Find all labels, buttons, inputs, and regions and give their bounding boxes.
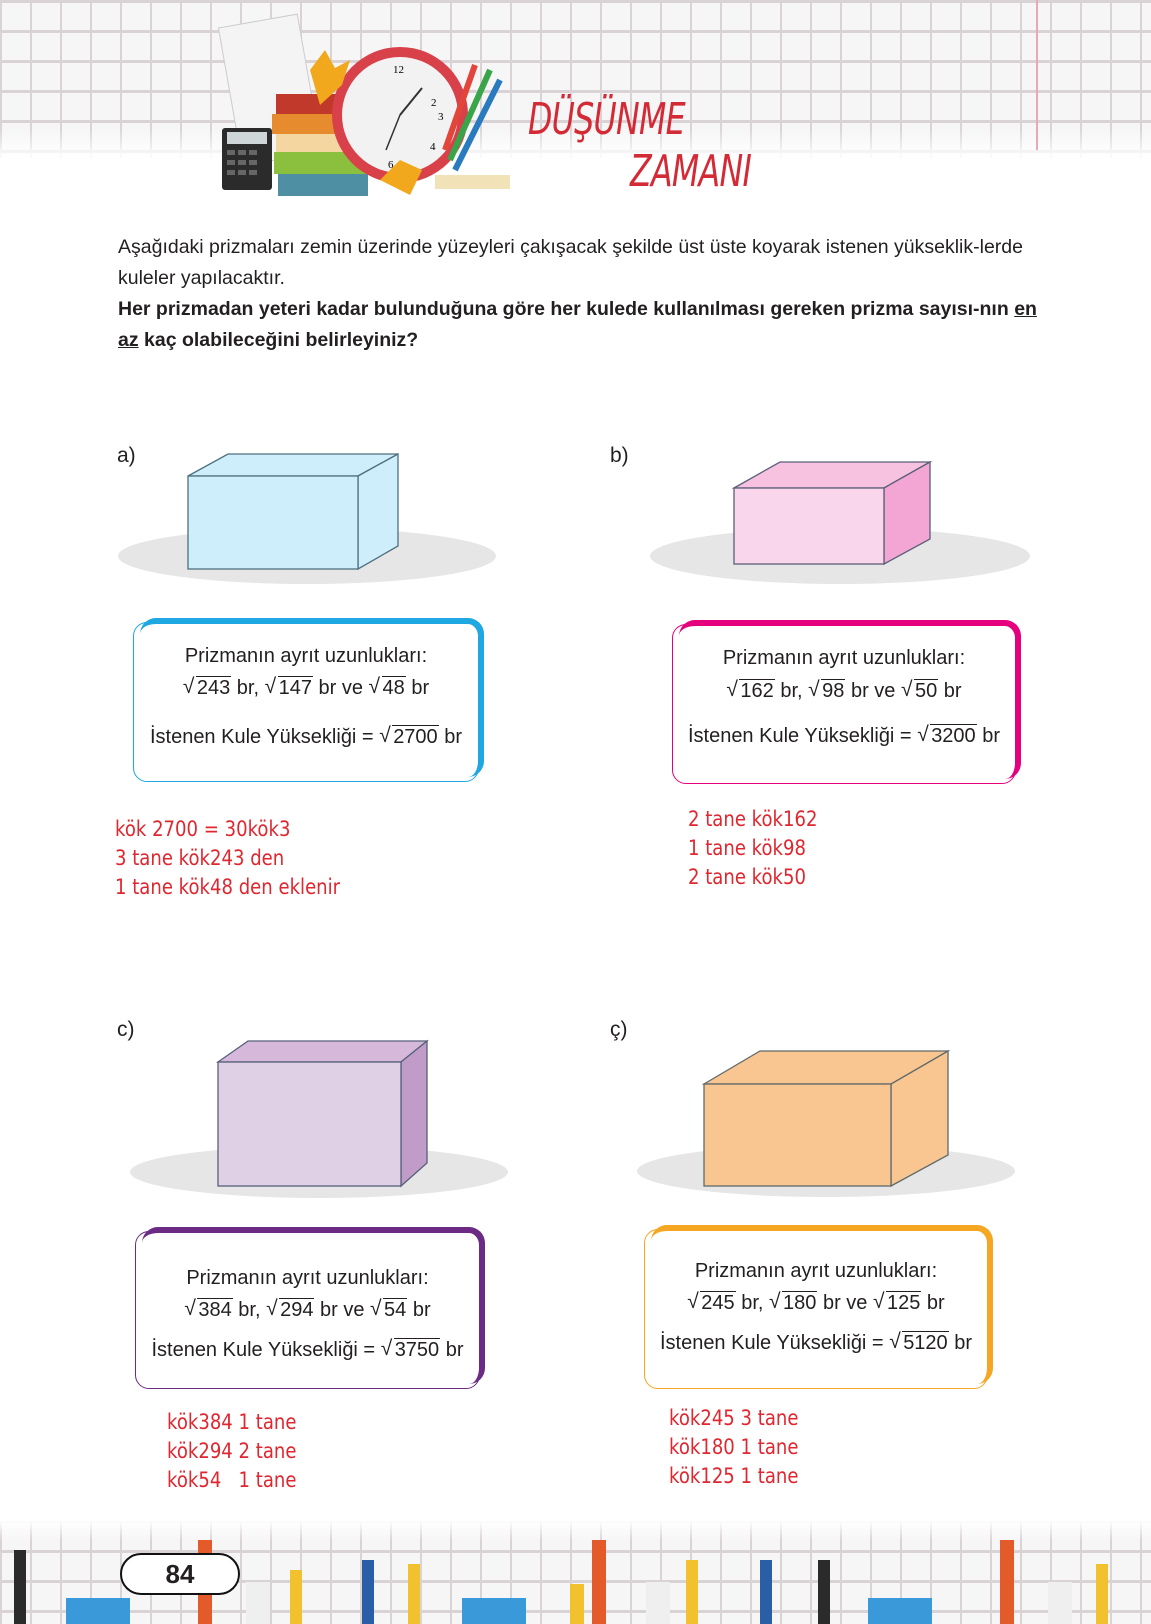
answer-line: 1 tane kök98	[688, 836, 806, 860]
problem-label-c: c)	[117, 1018, 135, 1041]
answer-line: kök245 3 tane	[669, 1406, 799, 1430]
tower-height: İstenen Kule Yüksekliği = √ 2700 br	[149, 724, 463, 748]
page-number: 84	[120, 1553, 240, 1595]
svg-text:2: 2	[431, 97, 437, 109]
svg-text:3: 3	[438, 111, 444, 123]
radical-icon: √	[889, 1330, 901, 1353]
sqrt-expression: √ 54	[370, 1297, 407, 1321]
answer-line: kök 2700 = 30kök3	[115, 817, 291, 841]
radical-icon: √	[872, 1290, 885, 1313]
tower-height: İstenen Kule Yüksekliği = √ 5120 br	[659, 1330, 973, 1354]
sqrt-expression: √ 180	[769, 1290, 817, 1314]
sqrt-expression: √ 243	[182, 675, 231, 699]
answer-line: 2 tane kök50	[688, 865, 806, 889]
radical-icon: √	[264, 675, 277, 698]
sqrt-expression: √ 98	[808, 678, 845, 702]
problem-label-a: a)	[117, 444, 136, 467]
answer-line: 3 tane kök243 den	[115, 846, 285, 870]
edge-lengths: √ 243 br, √ 147 br ve √ 48 br	[182, 675, 430, 699]
svg-text:6: 6	[388, 159, 394, 171]
sqrt-expression: √ 48	[368, 675, 405, 699]
radical-icon: √	[266, 1297, 278, 1320]
card-title: Prizmanın ayrıt uzunlukları:	[694, 1260, 938, 1282]
answer-line: 2 tane kök162	[688, 807, 818, 831]
problem-label-b: b)	[610, 444, 629, 467]
tower-height: İstenen Kule Yüksekliği = √ 3200 br	[687, 723, 1001, 747]
radical-icon: √	[368, 675, 381, 698]
answer-line: kök180 1 tane	[669, 1435, 799, 1459]
title-line-2: ZAMANI	[630, 146, 752, 197]
edge-lengths: √ 162 br, √ 98 br ve √ 50 br	[726, 678, 962, 702]
sqrt-expression: √ 162	[726, 678, 774, 702]
radical-icon: √	[380, 1337, 393, 1360]
question-emphasis: en az	[118, 298, 1037, 351]
tower-height: İstenen Kule Yüksekliği = √ 3750 br	[151, 1337, 464, 1361]
svg-text:12: 12	[393, 64, 404, 76]
radical-icon: √	[900, 678, 913, 701]
answer-line: kök384 1 tane	[167, 1410, 297, 1434]
title-line-1: DÜŞÜNME	[528, 94, 685, 145]
radical-icon: √	[808, 678, 820, 701]
ruler-icon	[66, 1598, 932, 1624]
question-part-2: kaç olabileceğini belirleyiniz?	[138, 329, 419, 351]
sqrt-expression: √ 125	[872, 1290, 921, 1314]
radical-icon: √	[726, 678, 738, 701]
sqrt-expression: √ 50	[900, 678, 938, 702]
card-title: Prizmanın ayrıt uzunlukları:	[186, 1267, 429, 1289]
instructions-text: Aşağıdaki prizmaları zemin üzerinde yüzeyleri çakışacak şekilde üst üste koyarak istenen yükseklik-lerde kuleler yapılacaktır.	[118, 236, 1023, 289]
answer-line: kök125 1 tane	[669, 1464, 799, 1488]
radical-icon: √	[379, 724, 391, 747]
answer-line: kök294 2 tane	[167, 1439, 297, 1463]
radical-icon: √	[917, 723, 929, 746]
sqrt-expression: √ 384	[184, 1297, 232, 1321]
handwritten-answer-c-cedilla	[669, 1404, 798, 1491]
problem-card-c-cedilla	[644, 1229, 988, 1389]
radical-icon: √	[687, 1290, 699, 1313]
card-title: Prizmanın ayrıt uzunlukları:	[722, 647, 966, 669]
radical-icon: √	[769, 1290, 781, 1313]
edge-lengths: √ 384 br, √ 294 br ve √ 54 br	[184, 1297, 431, 1321]
problem-label-c-cedilla: ç)	[610, 1018, 628, 1041]
edge-lengths: √ 245 br, √ 180 br ve √ 125 br	[687, 1290, 945, 1314]
radical-icon: √	[370, 1297, 382, 1320]
answer-line: kök54 1 tane	[167, 1468, 297, 1492]
svg-text:4: 4	[430, 141, 436, 153]
sqrt-expression: √ 294	[266, 1297, 314, 1321]
answer-line: 1 tane kök48 den eklenir	[115, 875, 341, 899]
question-part-1: Her prizmadan yeteri kadar bulunduğuna göre her kulede kullanılması gereken prizma sayısı-nın	[118, 298, 1015, 320]
card-title: Prizmanın ayrıt uzunlukları:	[184, 645, 428, 667]
radical-icon: √	[182, 675, 195, 698]
radical-icon: √	[184, 1297, 196, 1320]
sqrt-expression: √ 147	[264, 675, 312, 699]
sqrt-expression: √ 245	[687, 1290, 735, 1314]
